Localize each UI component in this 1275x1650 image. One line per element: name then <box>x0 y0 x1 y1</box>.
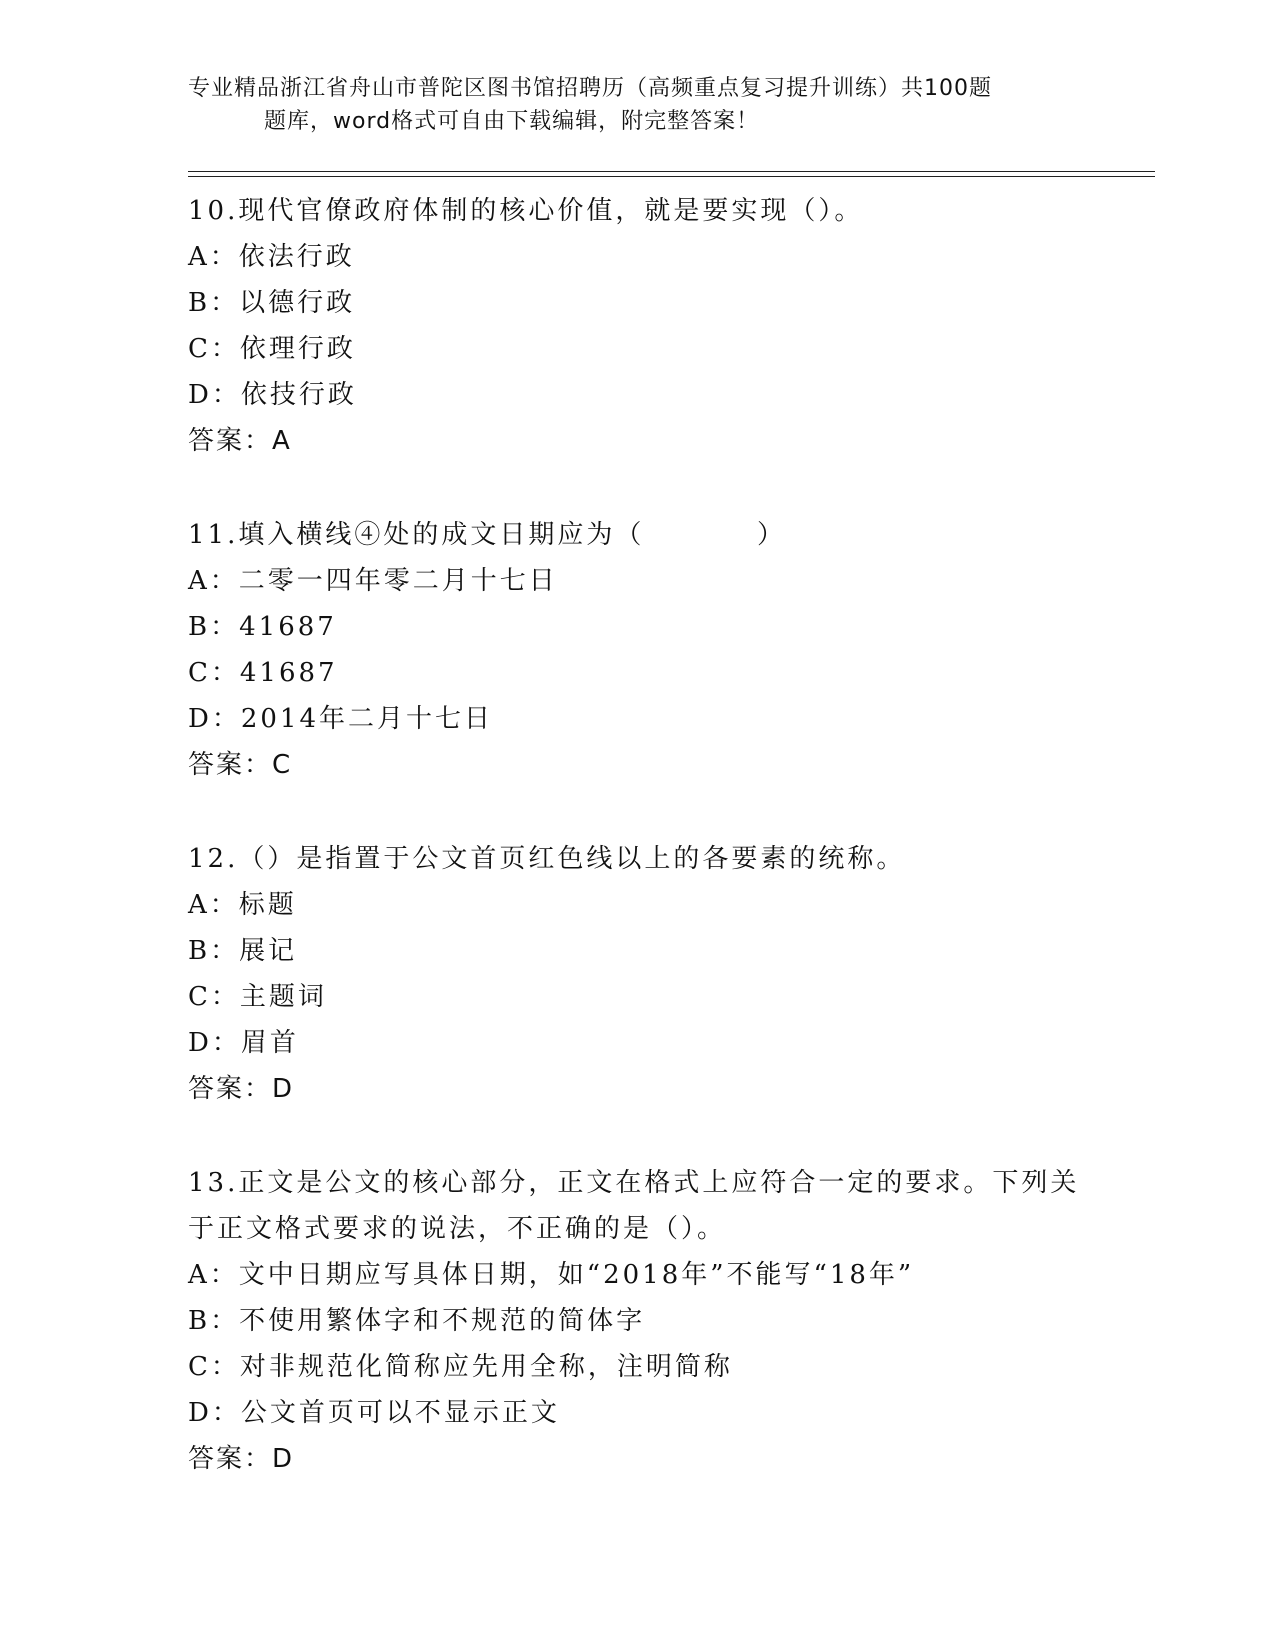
answer: 答案：A <box>188 426 292 456</box>
header-line-1: 专业精品浙江省舟山市普陀区图书馆招聘历（高频重点复习提升训练）共100题 <box>188 76 992 101</box>
option-a: A：依法行政 <box>188 242 355 272</box>
header-line-2: 题库，word格式可自由下载编辑，附完整答案！ <box>264 109 760 134</box>
option-b: B：不使用繁体字和不规范的简体字 <box>188 1306 646 1336</box>
option-c: C：41687 <box>188 658 338 688</box>
answer: 答案：C <box>188 750 293 780</box>
option-d: D：眉首 <box>188 1028 299 1058</box>
option-b: B：展记 <box>188 936 298 966</box>
option-a: A：二零一四年零二月十七日 <box>188 566 558 596</box>
question-list <box>188 188 1088 1530</box>
question-10 <box>188 188 1088 464</box>
question-stem: 12.（）是指置于公文首页红色线以上的各要素的统称。 <box>188 844 906 874</box>
question-13 <box>188 1160 1088 1482</box>
option-a: A：标题 <box>188 890 297 920</box>
question-stem: 11.填入横线④处的成文日期应为（ ） <box>188 520 786 550</box>
option-d: D：2014年二月十七日 <box>188 704 494 734</box>
option-a: A：文中日期应写具体日期，如“2018年”不能写“18年” <box>188 1260 915 1290</box>
question-stem: 13.正文是公文的核心部分，正文在格式上应符合一定的要求。下列关 <box>188 1168 1080 1198</box>
option-d: D：公文首页可以不显示正文 <box>188 1398 560 1428</box>
header-rule-top <box>188 171 1155 172</box>
answer: 答案：D <box>188 1074 295 1104</box>
option-c: C：主题词 <box>188 982 327 1012</box>
option-b: B：以德行政 <box>188 288 356 318</box>
answer: 答案：D <box>188 1444 295 1474</box>
option-c: C：依理行政 <box>188 334 356 364</box>
question-11 <box>188 512 1088 788</box>
option-b: B：41687 <box>188 612 337 642</box>
question-stem-cont: 于正文格式要求的说法，不正确的是（）。 <box>188 1214 727 1244</box>
question-12 <box>188 836 1088 1112</box>
option-d: D：依技行政 <box>188 380 357 410</box>
option-c: C：对非规范化简称应先用全称，注明简称 <box>188 1352 733 1382</box>
document-header <box>188 72 1068 138</box>
header-rule-bottom <box>188 176 1155 177</box>
question-stem: 10.现代官僚政府体制的核心价值，就是要实现（）。 <box>188 196 864 226</box>
